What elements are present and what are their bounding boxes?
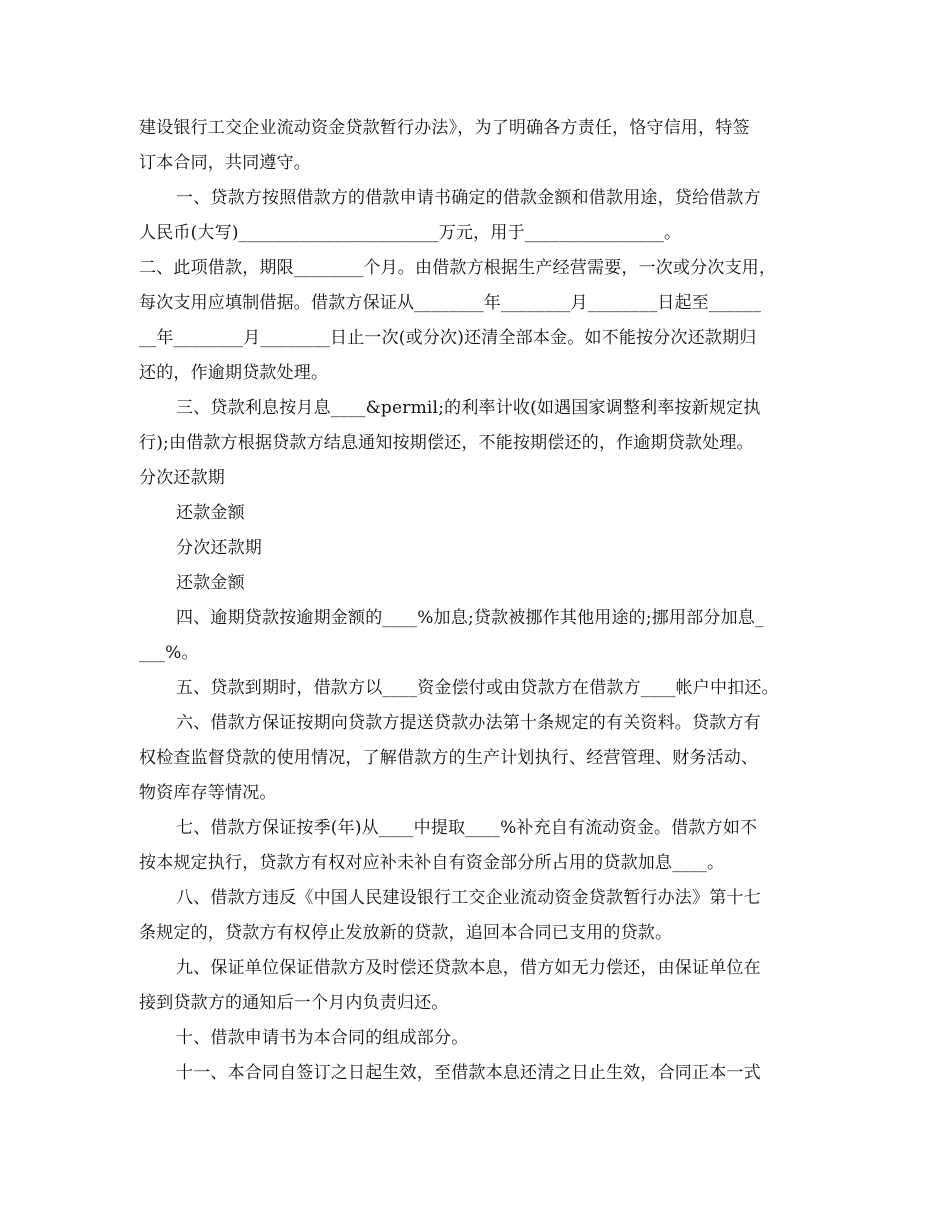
paragraph-line: 九、保证单位保证借款方及时偿还贷款本息，借方如无力偿还，由保证单位在 <box>176 958 761 978</box>
paragraph-line: 一、贷款方按照借款方的借款申请书确定的借款金额和借款用途，贷给借款方 <box>176 188 761 208</box>
paragraph-line: 五、贷款到期时，借款方以____资金偿付或由贷款方在借款方____帐户中扣还。 <box>176 678 779 698</box>
text-line: __年________月________日止一次(或分次)还清全部本金。如不能按分次还款期归 <box>139 328 757 348</box>
paragraph-line: 七、借款方保证按季(年)从____中提取____%补充自有流动资金。借款方如不 <box>176 818 758 838</box>
text-line: 行);由借款方根据贷款方结息通知按期偿还，不能按期偿还的，作逾期贷款处理。 <box>139 433 754 453</box>
text-line: 还款金额 <box>176 503 245 523</box>
paragraph-line: 三、贷款利息按月息____&permil;的利率计收(如遇国家调整利率按新规定执 <box>176 398 761 418</box>
text-line: 权检查监督贷款的使用情况，了解借款方的生产计划执行、经营管理、财务活动、 <box>139 748 759 768</box>
paragraph-line: 十、借款申请书为本合同的组成部分。 <box>176 1028 469 1048</box>
text-line: 每次支用应填制借据。借款方保证从________年________月________日起至______ <box>139 293 762 313</box>
text-line: 按本规定执行，贷款方有权对应补未补自有资金部分所占用的贷款加息____。 <box>139 853 725 873</box>
paragraph-line: 四、逾期贷款按逾期金额的____%加息;贷款被挪作其他用途的;挪用部分加息_ <box>176 608 764 628</box>
text-line: 接到贷款方的通知后一个月内负责归还。 <box>139 993 449 1013</box>
text-line: 还款金额 <box>176 573 245 593</box>
text-line: 分次还款期 <box>176 538 262 558</box>
paragraph-line: 六、借款方保证按期向贷款方提送贷款办法第十条规定的有关资料。贷款方有 <box>176 713 761 733</box>
text-line: 还的，作逾期贷款处理。 <box>139 363 329 383</box>
text-line: 物资库存等情况。 <box>139 783 277 803</box>
paragraph-line: 十一、本合同自签订之日起生效，至借款本息还清之日止生效，合同正本一式 <box>176 1063 761 1083</box>
text-line: 分次还款期 <box>139 468 225 488</box>
text-line: ___%。 <box>139 643 199 663</box>
text-line: 订本合同，共同遵守。 <box>139 153 311 173</box>
text-line: 条规定的，贷款方有权停止发放新的贷款，追回本合同已支用的贷款。 <box>139 923 673 943</box>
paragraph-line: 八、借款方违反《中国人民建设银行工交企业流动资金贷款暂行办法》第十七 <box>176 888 761 908</box>
paragraph-line: 二、此项借款，期限________个月。由借款方根据生产经营需要，一次或分次支用， <box>139 258 777 278</box>
text-line: 人民币(大写)_______________________万元，用于________________。 <box>139 223 682 243</box>
text-line: 建设银行工交企业流动资金贷款暂行办法》，为了明确各方责任，恪守信用，特签 <box>139 118 750 138</box>
